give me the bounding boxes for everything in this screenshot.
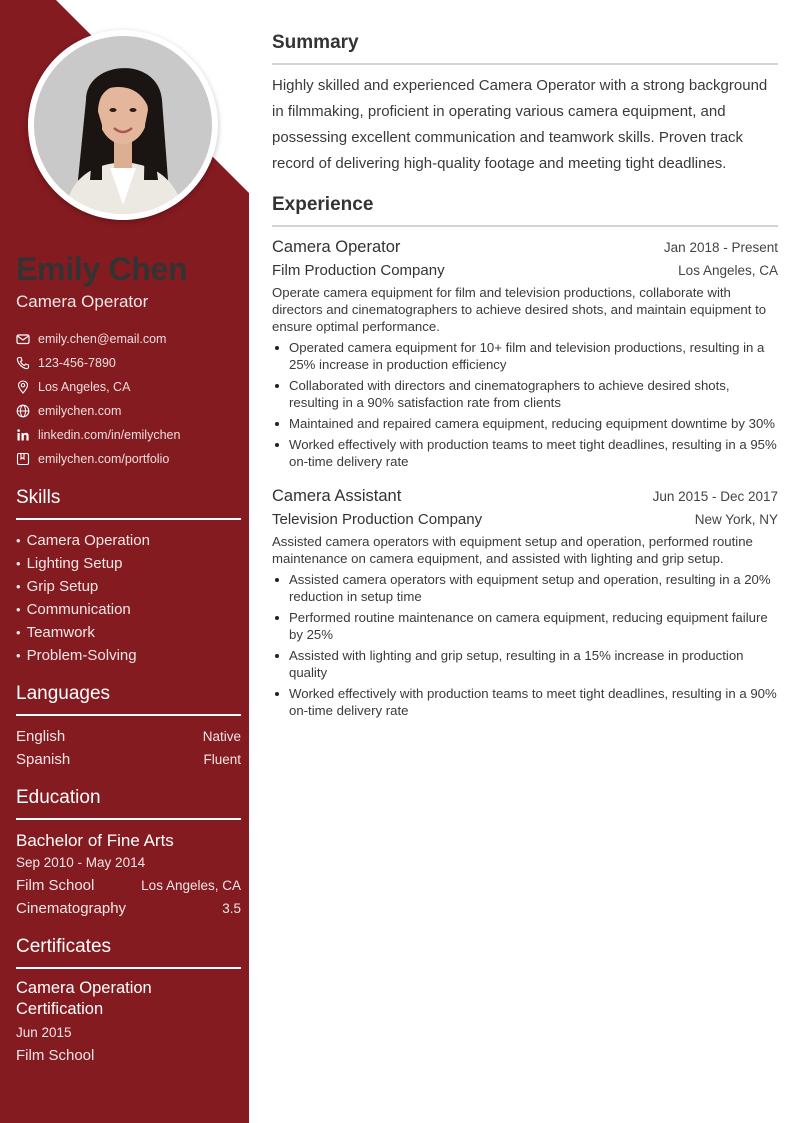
job-dates: Jun 2015 - Dec 2017 [652,489,778,504]
experience-entry [272,235,778,470]
language-item [16,748,241,771]
contact-location-text: Los Angeles, CA [38,380,131,394]
linkedin-icon [16,428,30,442]
job-company-row [272,259,778,283]
certificate-title: Camera Operation Certification [16,979,152,1018]
contact-website[interactable] [16,399,241,423]
skill-item: • Teamwork [16,621,241,644]
phone-icon [16,356,30,370]
email-icon [16,332,30,346]
certificate-date: Jun 2015 [16,1025,72,1040]
job-description: Assisted camera operators with equipment setup and operation, performed routine maintenance on camera equipment, and assisted with lighting and grip setup. [272,534,753,566]
achievement-item: Maintained and repaired camera equipment, reducing equipment downtime by 30% [272,415,778,432]
education-degree: Bachelor of Fine Arts [16,831,174,850]
profile-photo-image [28,30,218,220]
location-pin-icon [16,380,30,394]
summary-heading: Summary [272,30,778,65]
education-field: Cinematography [16,900,127,917]
education-school: Film School [16,877,95,894]
contact-email-text: emily.chen@email.com [38,332,167,346]
candidate-name: Emily Chen [16,251,188,287]
certificate-entry [16,978,241,1067]
contact-phone-text: 123-456-7890 [38,356,116,370]
skills-list [16,529,241,667]
education-entry [16,829,241,920]
contact-list [16,327,241,471]
summary-text: Highly skilled and experienced Camera Operator with a strong background in filmmaking, proficient in operating various camera equipment, and possessing excellent communication and teamwork skills. Proven track record of delivering high-quality footage and meeting tight deadlines. [272,77,768,172]
contact-portfolio-text: emilychen.com/portfolio [38,452,170,466]
achievement-item: Worked effectively with production teams to meet tight deadlines, resulting in a 90% on-time delivery rate [272,685,778,719]
skills-heading: Skills [16,485,241,520]
certificates-heading: Certificates [16,934,241,969]
job-location: Los Angeles, CA [678,263,778,278]
skill-item: • Grip Setup [16,575,241,598]
languages-heading: Languages [16,681,241,716]
language-level: Fluent [203,752,241,767]
certificate-issuer: Film School [16,1047,95,1064]
education-field-row [16,897,241,920]
education-location: Los Angeles, CA [141,878,241,893]
job-location: New York, NY [694,512,778,527]
job-dates: Jan 2018 - Present [663,240,778,255]
education-heading: Education [16,785,241,820]
contact-linkedin[interactable] [16,423,241,447]
job-title: Camera Operator [272,238,401,256]
job-header [272,484,778,508]
education-school-row [16,874,241,897]
job-achievements [272,339,778,470]
job-title: Camera Assistant [272,487,402,505]
language-name: English [16,728,66,745]
achievement-item: Assisted with lighting and grip setup, resulting in a 15% increase in production quality [272,647,778,681]
portfolio-icon [16,452,30,466]
language-level: Native [202,729,241,744]
education-dates: Sep 2010 - May 2014 [16,855,146,870]
language-item [16,725,241,748]
job-company-row [272,508,778,532]
experience-heading: Experience [272,192,778,227]
language-name: Spanish [16,751,71,768]
contact-portfolio[interactable] [16,447,241,471]
main-content [272,30,778,723]
job-description: Operate camera equipment for film and television productions, collaborate with directors and cinematographers to achieve desired shots, and maintain equipment to ensure optimal performance. [272,285,767,334]
skill-item: • Problem-Solving [16,644,241,667]
sidebar-content [16,250,241,1067]
skill-item: • Lighting Setup [16,552,241,575]
skill-item: • Communication [16,598,241,621]
achievement-item: Assisted camera operators with equipment setup and operation, resulting in a 20% reduction in setup time [272,571,778,605]
achievement-item: Operated camera equipment for 10+ film and television productions, resulting in a 25% increase in production efficiency [272,339,778,373]
globe-icon [16,404,30,418]
achievement-item: Performed routine maintenance on camera equipment, reducing equipment failure by 25% [272,609,778,643]
achievement-item: Collaborated with directors and cinematographers to achieve desired shots, resulting in a 90% satisfaction rate from clients [272,377,778,411]
achievement-item: Worked effectively with production teams to meet tight deadlines, resulting in a 95% on-time delivery rate [272,436,778,470]
job-achievements [272,571,778,719]
experience-entry [272,484,778,719]
contact-phone[interactable] [16,351,241,375]
contact-email[interactable] [16,327,241,351]
candidate-role: Camera Operator [16,292,149,311]
job-company: Film Production Company [272,262,445,279]
contact-linkedin-text: linkedin.com/in/emilychen [38,428,181,442]
skill-item: • Camera Operation [16,529,241,552]
languages-list [16,725,241,771]
education-gpa: 3.5 [222,901,241,916]
contact-location [16,375,241,399]
profile-photo [28,30,218,220]
job-header [272,235,778,259]
job-company: Television Production Company [272,511,483,528]
contact-website-text: emilychen.com [38,404,122,418]
